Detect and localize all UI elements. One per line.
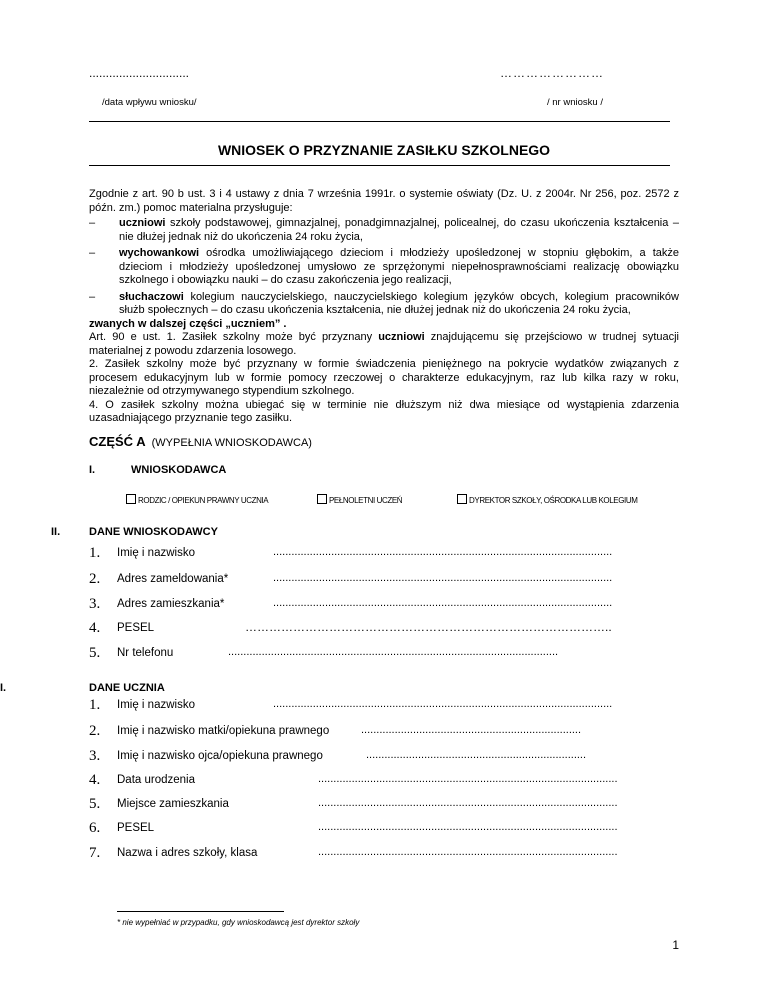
list-item: – słuchaczowi kolegium nauczycielskiego, nauczycielskiego kolegium języków obcych, kolegium pracowników służb społecznych – do czasu ukończenia kształcenia, nie dłużej jednak niż do ukończenia 24 roku życia, — [89, 290, 679, 316]
title-divider — [89, 165, 670, 166]
field-number: 4. — [89, 772, 101, 788]
field-label-name: Imię i nazwisko — [117, 547, 195, 559]
student-pesel-input[interactable]: .................................................................................................. — [318, 821, 618, 833]
residence-place-input[interactable]: .................................................................................................. — [318, 797, 618, 809]
paragraph-2: 2. Zasiłek szkolny może być przyznany w formie świadczenia pieniężnego na pokrycie wydatków związanych z procesem edukacyjnym lub w formie pomocy rzeczowej o charakterze edukacyjnym, raz lub kilka razy w roku, niezależnie od otrzymywanego stypendium szkolnego. — [89, 358, 679, 397]
field-label-residence-address: Adres zamieszkania* — [117, 598, 225, 610]
section-1-number: I. — [89, 464, 96, 476]
option-adult-student[interactable]: PEŁNOLETNI UCZEŃ — [317, 494, 402, 505]
called-text: zwanych w dalszej części „uczniem” . — [89, 317, 287, 330]
field-label-mother-name: Imię i nazwisko matki/opiekuna prawnego — [117, 725, 330, 737]
field-label-birth-date: Data urodzenia — [117, 774, 195, 786]
date-field[interactable]: .............................. — [89, 66, 190, 80]
checkbox-icon[interactable] — [126, 494, 136, 504]
registered-address-input[interactable]: ............................................................................................................... — [273, 572, 613, 584]
student-name-input[interactable]: ............................................................................................................... — [273, 698, 613, 710]
art-paragraph: Art. 90 e ust. 1. Zasiłek szkolny może być przyznany uczniowi znajdującemu się przejściowo w trudnej sytuacji materialnej z powodu zdarzenia losowego. — [89, 331, 680, 357]
field-label-registered-address: Adres zameldowania* — [117, 573, 229, 585]
field-number: 5. — [89, 645, 101, 661]
field-label-student-name: Imię i nazwisko — [117, 699, 195, 711]
field-label-father-name: Imię i nazwisko ojca/opiekuna prawnego — [117, 750, 323, 762]
checkbox-icon[interactable] — [317, 494, 327, 504]
field-label-pesel: PESEL — [117, 622, 155, 634]
section-1-title: WNIOSKODAWCA — [131, 464, 227, 476]
option-director[interactable]: DYREKTOR SZKOŁY, OŚRODKA LUB KOLEGIUM — [457, 494, 638, 505]
number-field[interactable]: …………………… — [500, 66, 604, 80]
field-number: 1. — [89, 545, 101, 561]
section-2-number: II. — [51, 526, 61, 538]
list-item: – uczniowi szkoły podstawowej, gimnazjalnej, ponadgimnazjalnej, policealnej, do czasu ukończenia kształcenia – nie dłużej jednak niż do ukończenia 24 roku życia, — [89, 217, 679, 243]
intro-lead: Zgodnie z art. 90 b ust. 3 i 4 ustawy z dnia 7 września 1991r. o systemie oświaty (Dz. U. z 2004r. Nr 256, poz. 2572 z późn. zm.) pomoc materialna przysługuje: — [89, 188, 679, 214]
footnote-divider — [117, 911, 284, 912]
document-title: WNIOSEK O PRZYZNANIE ZASIŁKU SZKOLNEGO — [217, 142, 551, 158]
field-number: 1. — [89, 697, 101, 713]
field-label-residence-place: Miejsce zamieszkania — [117, 798, 229, 810]
section-3-number: I. — [0, 682, 7, 694]
school-input[interactable]: .................................................................................................. — [318, 846, 618, 858]
page-number: 1 — [672, 938, 679, 952]
checkbox-icon[interactable] — [457, 494, 467, 504]
phone-input[interactable]: ............................................................................................................ — [228, 646, 559, 658]
field-label-phone: Nr telefonu — [117, 647, 174, 659]
intro-text — [89, 188, 679, 426]
footnote: * nie wypełniać w przypadku, gdy wnioskodawcą jest dyrektor szkoły — [117, 918, 360, 927]
date-label: /data wpływu wniosku/ — [102, 97, 197, 108]
field-number: 2. — [89, 723, 101, 739]
field-number: 2. — [89, 571, 101, 587]
number-label: / nr wniosku / — [547, 97, 603, 108]
residence-address-input[interactable]: ............................................................................................................... — [273, 597, 613, 609]
list-item: – wychowankowi ośrodka umożliwiającego dzieciom i młodzieży upośledzonej w stopniu głębokim, a także dzieciom i młodzieży upośledzonej umysłowo ze sprzężonymi niepełnosprawnościami realizację obowiązku szkolnego i obowiązku nauki – do czasu zakończenia jego realizacji, — [89, 247, 679, 286]
part-a-heading: CZĘŚĆ A (WYPEŁNIA WNIOSKODAWCA) — [89, 434, 312, 449]
field-label-student-pesel: PESEL — [117, 822, 155, 834]
option-parent[interactable]: RODZIC / OPIEKUN PRAWNY UCZNIA — [126, 494, 268, 505]
section-2-title: DANE WNIOSKODAWCY — [89, 526, 218, 538]
birth-date-input[interactable]: .................................................................................................. — [318, 773, 618, 785]
field-number: 3. — [89, 596, 101, 612]
section-3-title: DANE UCZNIA — [89, 682, 165, 694]
father-name-input[interactable]: ........................................................................ — [366, 749, 587, 761]
mother-name-input[interactable]: ........................................................................ — [361, 724, 582, 736]
field-number: 4. — [89, 620, 101, 636]
applicant-name-input[interactable]: ............................................................................................................... — [273, 546, 613, 558]
field-number: 6. — [89, 820, 101, 836]
header-divider — [89, 121, 670, 122]
applicant-pesel-input[interactable]: ……………………………………………………………………………….. — [245, 620, 612, 634]
paragraph-4: 4. O zasiłek szkolny można ubiegać się w terminie nie dłuższym niż dwa miesiące od wystąpienia zdarzenia uzasadniającego przyznanie tego zasiłku. — [89, 398, 679, 424]
field-number: 5. — [89, 796, 101, 812]
field-number: 3. — [89, 748, 101, 764]
field-number: 7. — [89, 845, 101, 861]
field-label-school: Nazwa i adres szkoły, klasa — [117, 847, 258, 859]
